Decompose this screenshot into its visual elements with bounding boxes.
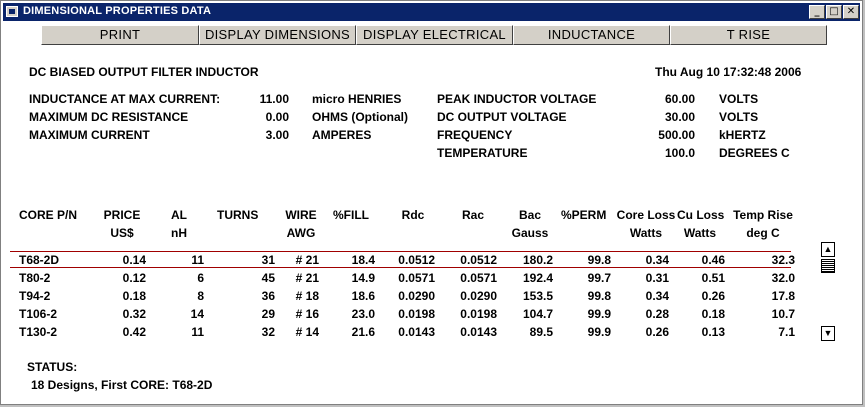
column-header: Rac [461, 208, 484, 222]
column-header: PRICE [103, 208, 141, 222]
scroll-up-icon[interactable]: ▲ [821, 242, 835, 257]
table-cell: 104.7 [522, 307, 553, 321]
core-part-number[interactable]: T68-2D [19, 253, 60, 267]
table-cell: 11 [191, 325, 204, 339]
table-cell: 0.0512 [460, 253, 497, 267]
column-header: US$ [110, 226, 134, 240]
column-header: Watts [683, 226, 717, 240]
table-cell: 180.2 [522, 253, 553, 267]
status-text: 18 Designs, First CORE: T68-2D [31, 378, 213, 392]
param-unit: OHMS (Optional) [312, 110, 408, 124]
table-cell: 0.34 [645, 289, 669, 303]
column-header: Rdc [401, 208, 425, 222]
column-header: AL [171, 208, 187, 222]
table-cell: # 14 [295, 325, 319, 339]
param-unit: micro HENRIES [312, 92, 402, 106]
selection-line-top [10, 251, 791, 252]
table-cell: 0.51 [701, 271, 725, 285]
column-header: AWG [286, 226, 316, 240]
table-cell: 99.9 [587, 325, 611, 339]
t-rise-button[interactable]: T RISE [670, 25, 827, 45]
core-part-number[interactable]: T94-2 [19, 289, 51, 303]
table-cell: 8 [197, 289, 204, 303]
table-cell: 0.0571 [398, 271, 435, 285]
param-label: DC OUTPUT VOLTAGE [437, 110, 567, 124]
table-cell: 99.9 [587, 307, 611, 321]
table-cell: 29 [261, 307, 275, 321]
table-cell: 21.6 [351, 325, 375, 339]
table-cell: 0.0198 [460, 307, 497, 321]
column-header: TURNS [217, 208, 259, 222]
display-electrical-button[interactable]: DISPLAY ELECTRICAL [356, 25, 513, 45]
param-label: FREQUENCY [437, 128, 513, 142]
param-label: MAXIMUM DC RESISTANCE [29, 110, 189, 124]
param-unit: kHERTZ [719, 128, 766, 142]
table-cell: 89.5 [529, 325, 553, 339]
param-value: 11.00 [259, 92, 289, 106]
datetime: Thu Aug 10 17:32:48 2006 [655, 65, 802, 79]
param-value: 3.00 [265, 128, 289, 142]
param-value: 500.00 [658, 128, 695, 142]
table-cell: 32.3 [771, 253, 795, 267]
column-header: nH [171, 226, 187, 240]
selection-line-bottom [10, 267, 791, 268]
table-cell: 0.32 [122, 307, 146, 321]
table-cell: 0.0290 [398, 289, 435, 303]
table-cell: 32.0 [771, 271, 795, 285]
table-cell: 0.42 [122, 325, 146, 339]
inductance-button[interactable]: INDUCTANCE [513, 25, 670, 45]
param-value: 60.00 [664, 92, 695, 106]
table-cell: # 18 [295, 289, 319, 303]
app-icon [6, 6, 18, 17]
display-dimensions-button[interactable]: DISPLAY DIMENSIONS [199, 25, 356, 45]
table-cell: # 21 [295, 253, 319, 267]
table-cell: 45 [261, 271, 275, 285]
minimize-button[interactable]: _ [809, 5, 825, 19]
table-cell: 0.34 [645, 253, 669, 267]
param-label: TEMPERATURE [437, 146, 528, 160]
table-cell: 6 [197, 271, 204, 285]
table-cell: 14 [190, 307, 204, 321]
param-value: 100.0 [664, 146, 695, 160]
table-cell: 36 [261, 289, 275, 303]
column-header: Gauss [511, 226, 549, 240]
core-part-number[interactable]: T130-2 [19, 325, 58, 339]
column-header: %FILL [333, 208, 369, 222]
table-cell: 0.26 [701, 289, 725, 303]
table-cell: # 21 [295, 271, 319, 285]
table-cell: 0.18 [701, 307, 725, 321]
table-cell: # 16 [295, 307, 319, 321]
table-cell: 99.7 [587, 271, 611, 285]
table-cell: 0.12 [122, 271, 146, 285]
table-cell: 23.0 [351, 307, 375, 321]
table-cell: 0.13 [701, 325, 725, 339]
table-cell: 0.0290 [460, 289, 497, 303]
table-cell: 0.31 [645, 271, 669, 285]
table-scrollbar[interactable] [821, 242, 835, 341]
table-cell: 18.4 [351, 253, 375, 267]
param-label: PEAK INDUCTOR VOLTAGE [437, 92, 597, 106]
table-cell: 31 [261, 253, 275, 267]
table-cell: 99.8 [587, 253, 611, 267]
table-cell: 0.18 [122, 289, 146, 303]
column-header: WIRE [285, 208, 317, 222]
maximize-button[interactable]: □ [826, 5, 842, 19]
core-part-number[interactable]: T106-2 [19, 307, 58, 321]
table-cell: 0.26 [645, 325, 669, 339]
table-cell: 7.1 [778, 325, 795, 339]
column-header: %PERM [561, 208, 607, 222]
param-value: 0.00 [265, 110, 289, 124]
column-header: Watts [629, 226, 663, 240]
column-header: deg C [746, 226, 780, 240]
param-label: MAXIMUM CURRENT [29, 128, 150, 142]
table-cell: 32 [261, 325, 275, 339]
column-header: Cu Loss [677, 208, 725, 222]
table-cell: 0.28 [645, 307, 669, 321]
window-title: DIMENSIONAL PROPERTIES DATA [23, 5, 212, 17]
menu-bar [41, 25, 827, 45]
scroll-down-icon[interactable]: ▼ [821, 326, 835, 341]
table-cell: 11 [191, 253, 204, 267]
close-button[interactable]: ✕ [843, 5, 859, 19]
table-cell: 0.0571 [460, 271, 497, 285]
column-header: Core Loss [616, 208, 676, 222]
column-header: Temp Rise [733, 208, 793, 222]
table-cell: 0.0512 [398, 253, 435, 267]
status-label: STATUS: [27, 360, 78, 374]
table-cell: 153.5 [522, 289, 553, 303]
param-unit: AMPERES [312, 128, 372, 142]
title-bar[interactable] [3, 3, 860, 21]
param-label: INDUCTANCE AT MAX CURRENT: [29, 92, 221, 106]
print-button[interactable]: PRINT [41, 25, 199, 45]
table-cell: 0.14 [122, 253, 146, 267]
table-cell: 0.46 [701, 253, 725, 267]
table-cell: 10.7 [771, 307, 795, 321]
param-unit: VOLTS [719, 110, 759, 124]
table-cell: 14.9 [351, 271, 375, 285]
param-unit: DEGREES C [719, 146, 790, 160]
scroll-thumb[interactable] [821, 259, 835, 273]
table-cell: 192.4 [522, 271, 553, 285]
table-cell: 18.6 [351, 289, 375, 303]
table-cell: 99.8 [587, 289, 611, 303]
table-cell: 17.8 [771, 289, 795, 303]
core-part-number[interactable]: T80-2 [19, 271, 51, 285]
param-unit: VOLTS [719, 92, 759, 106]
column-header: Bac [518, 208, 541, 222]
design-title: DC BIASED OUTPUT FILTER INDUCTOR [29, 65, 259, 79]
column-header: CORE P/N [19, 208, 78, 222]
table-cell: 0.0143 [460, 325, 497, 339]
param-value: 30.00 [664, 110, 695, 124]
table-cell: 0.0198 [398, 307, 435, 321]
table-cell: 0.0143 [398, 325, 435, 339]
